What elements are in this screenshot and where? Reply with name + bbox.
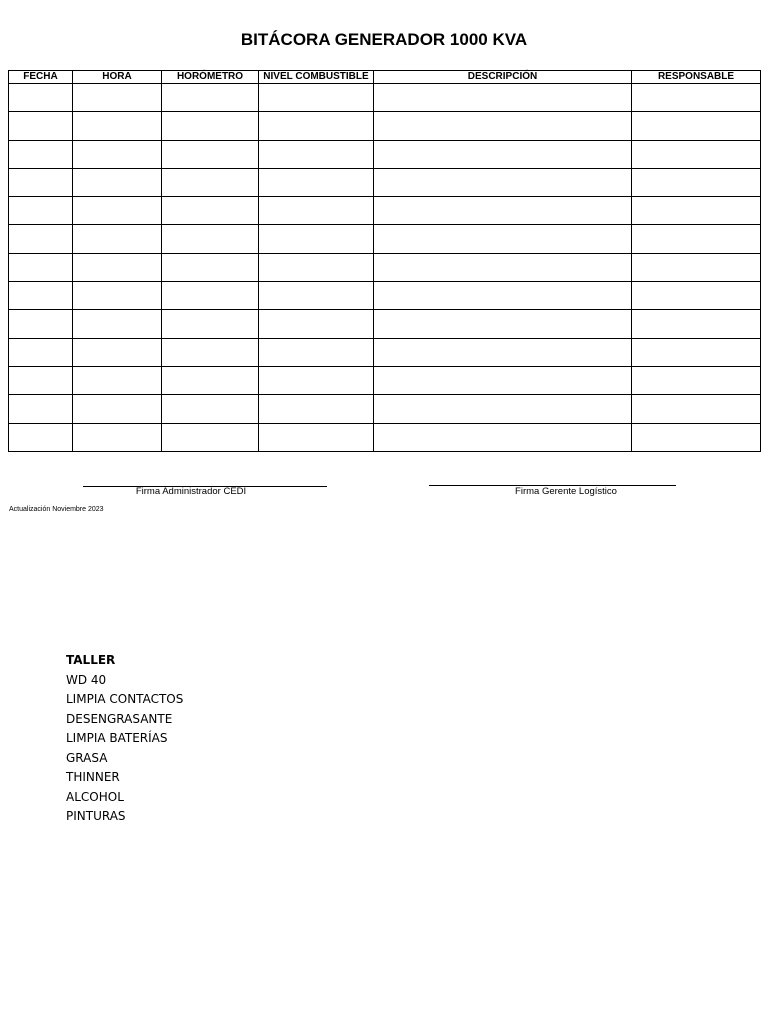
table-row — [9, 395, 761, 423]
list-item: WD 40 — [66, 672, 107, 687]
table-cell — [632, 395, 761, 423]
table-cell — [9, 84, 73, 112]
column-header-hora: HORA — [73, 71, 162, 84]
list-item: LIMPIA BATERÍAS — [66, 731, 168, 745]
table-row — [9, 168, 761, 196]
list-item: LIMPIA CONTACTOS — [66, 692, 184, 706]
table-row — [9, 310, 761, 338]
table-row — [9, 253, 761, 281]
table-cell — [259, 253, 374, 281]
log-table — [8, 70, 761, 452]
table-cell — [632, 84, 761, 112]
table-cell — [259, 366, 374, 394]
table-cell — [259, 395, 374, 423]
table-cell — [632, 197, 761, 225]
table-cell — [73, 140, 162, 168]
table-cell — [374, 282, 632, 310]
table-cell — [162, 140, 259, 168]
table-cell — [374, 197, 632, 225]
table-row — [9, 225, 761, 253]
table-cell — [73, 395, 162, 423]
table-cell — [632, 140, 761, 168]
table-cell — [162, 310, 259, 338]
table-cell — [73, 168, 162, 196]
table-cell — [9, 253, 73, 281]
table-cell — [73, 423, 162, 451]
table-cell — [632, 423, 761, 451]
list-item: ALCOHOL — [66, 789, 124, 804]
table-cell — [259, 140, 374, 168]
table-cell — [162, 338, 259, 366]
table-row — [9, 338, 761, 366]
table-cell — [162, 366, 259, 394]
taller-list — [66, 651, 183, 827]
table-cell — [9, 197, 73, 225]
table-cell — [9, 168, 73, 196]
column-header-nivel-combustible: NIVEL COMBUSTIBLE — [259, 71, 374, 84]
table-cell — [632, 168, 761, 196]
signature-label-admin: Firma Administrador CEDI — [135, 486, 247, 497]
table-cell — [73, 225, 162, 253]
taller-heading: TALLER — [66, 653, 116, 667]
table-cell — [73, 253, 162, 281]
table-cell — [73, 112, 162, 140]
table-cell — [374, 140, 632, 168]
table-cell — [632, 366, 761, 394]
table-cell — [162, 253, 259, 281]
table-cell — [162, 168, 259, 196]
column-header-descripcion: DESCRIPCIÓN — [374, 71, 632, 84]
table-cell — [162, 84, 259, 112]
page-title: BITÁCORA GENERADOR 1000 KVA — [240, 30, 528, 49]
column-header-fecha: FECHA — [9, 71, 73, 84]
table-cell — [374, 395, 632, 423]
update-note: Actualización Noviembre 2023 — [9, 506, 104, 513]
table-cell — [73, 282, 162, 310]
table-cell — [9, 225, 73, 253]
table-cell — [162, 112, 259, 140]
table-cell — [632, 253, 761, 281]
table-cell — [9, 423, 73, 451]
table-cell — [162, 423, 259, 451]
table-cell — [632, 338, 761, 366]
table-cell — [259, 423, 374, 451]
table-cell — [9, 395, 73, 423]
table-cell — [374, 84, 632, 112]
table-cell — [259, 197, 374, 225]
table-cell — [73, 84, 162, 112]
table-cell — [259, 84, 374, 112]
table-cell — [374, 338, 632, 366]
table-cell — [259, 168, 374, 196]
log-table-body — [9, 84, 761, 452]
table-cell — [9, 366, 73, 394]
table-cell — [9, 140, 73, 168]
list-item: PINTURAS — [66, 809, 126, 823]
table-cell — [632, 310, 761, 338]
table-cell — [73, 338, 162, 366]
table-cell — [259, 225, 374, 253]
table-cell — [73, 366, 162, 394]
table-cell — [632, 112, 761, 140]
table-cell — [162, 395, 259, 423]
table-cell — [73, 197, 162, 225]
table-row — [9, 366, 761, 394]
list-item: DESENGRASANTE — [66, 711, 173, 726]
column-header-horometro: HORÓMETRO — [162, 71, 259, 84]
table-cell — [374, 168, 632, 196]
table-cell — [9, 338, 73, 366]
table-header-row — [9, 71, 761, 84]
table-cell — [9, 310, 73, 338]
table-cell — [632, 225, 761, 253]
table-cell — [9, 112, 73, 140]
table-cell — [374, 310, 632, 338]
signature-label-gerente: Firma Gerente Logístico — [515, 486, 617, 497]
table-cell — [259, 338, 374, 366]
table-cell — [259, 112, 374, 140]
table-cell — [374, 225, 632, 253]
table-cell — [162, 282, 259, 310]
table-row — [9, 112, 761, 140]
table-cell — [259, 282, 374, 310]
table-row — [9, 140, 761, 168]
column-header-responsable: RESPONSABLE — [632, 71, 761, 84]
table-cell — [162, 225, 259, 253]
table-cell — [632, 282, 761, 310]
table-cell — [162, 197, 259, 225]
table-row — [9, 84, 761, 112]
table-cell — [374, 423, 632, 451]
table-cell — [73, 310, 162, 338]
table-cell — [374, 366, 632, 394]
table-cell — [9, 282, 73, 310]
table-cell — [259, 310, 374, 338]
table-row — [9, 282, 761, 310]
table-row — [9, 423, 761, 451]
list-item: GRASA — [66, 750, 108, 765]
list-item: THINNER — [66, 770, 120, 784]
table-cell — [374, 112, 632, 140]
table-cell — [374, 253, 632, 281]
table-row — [9, 197, 761, 225]
